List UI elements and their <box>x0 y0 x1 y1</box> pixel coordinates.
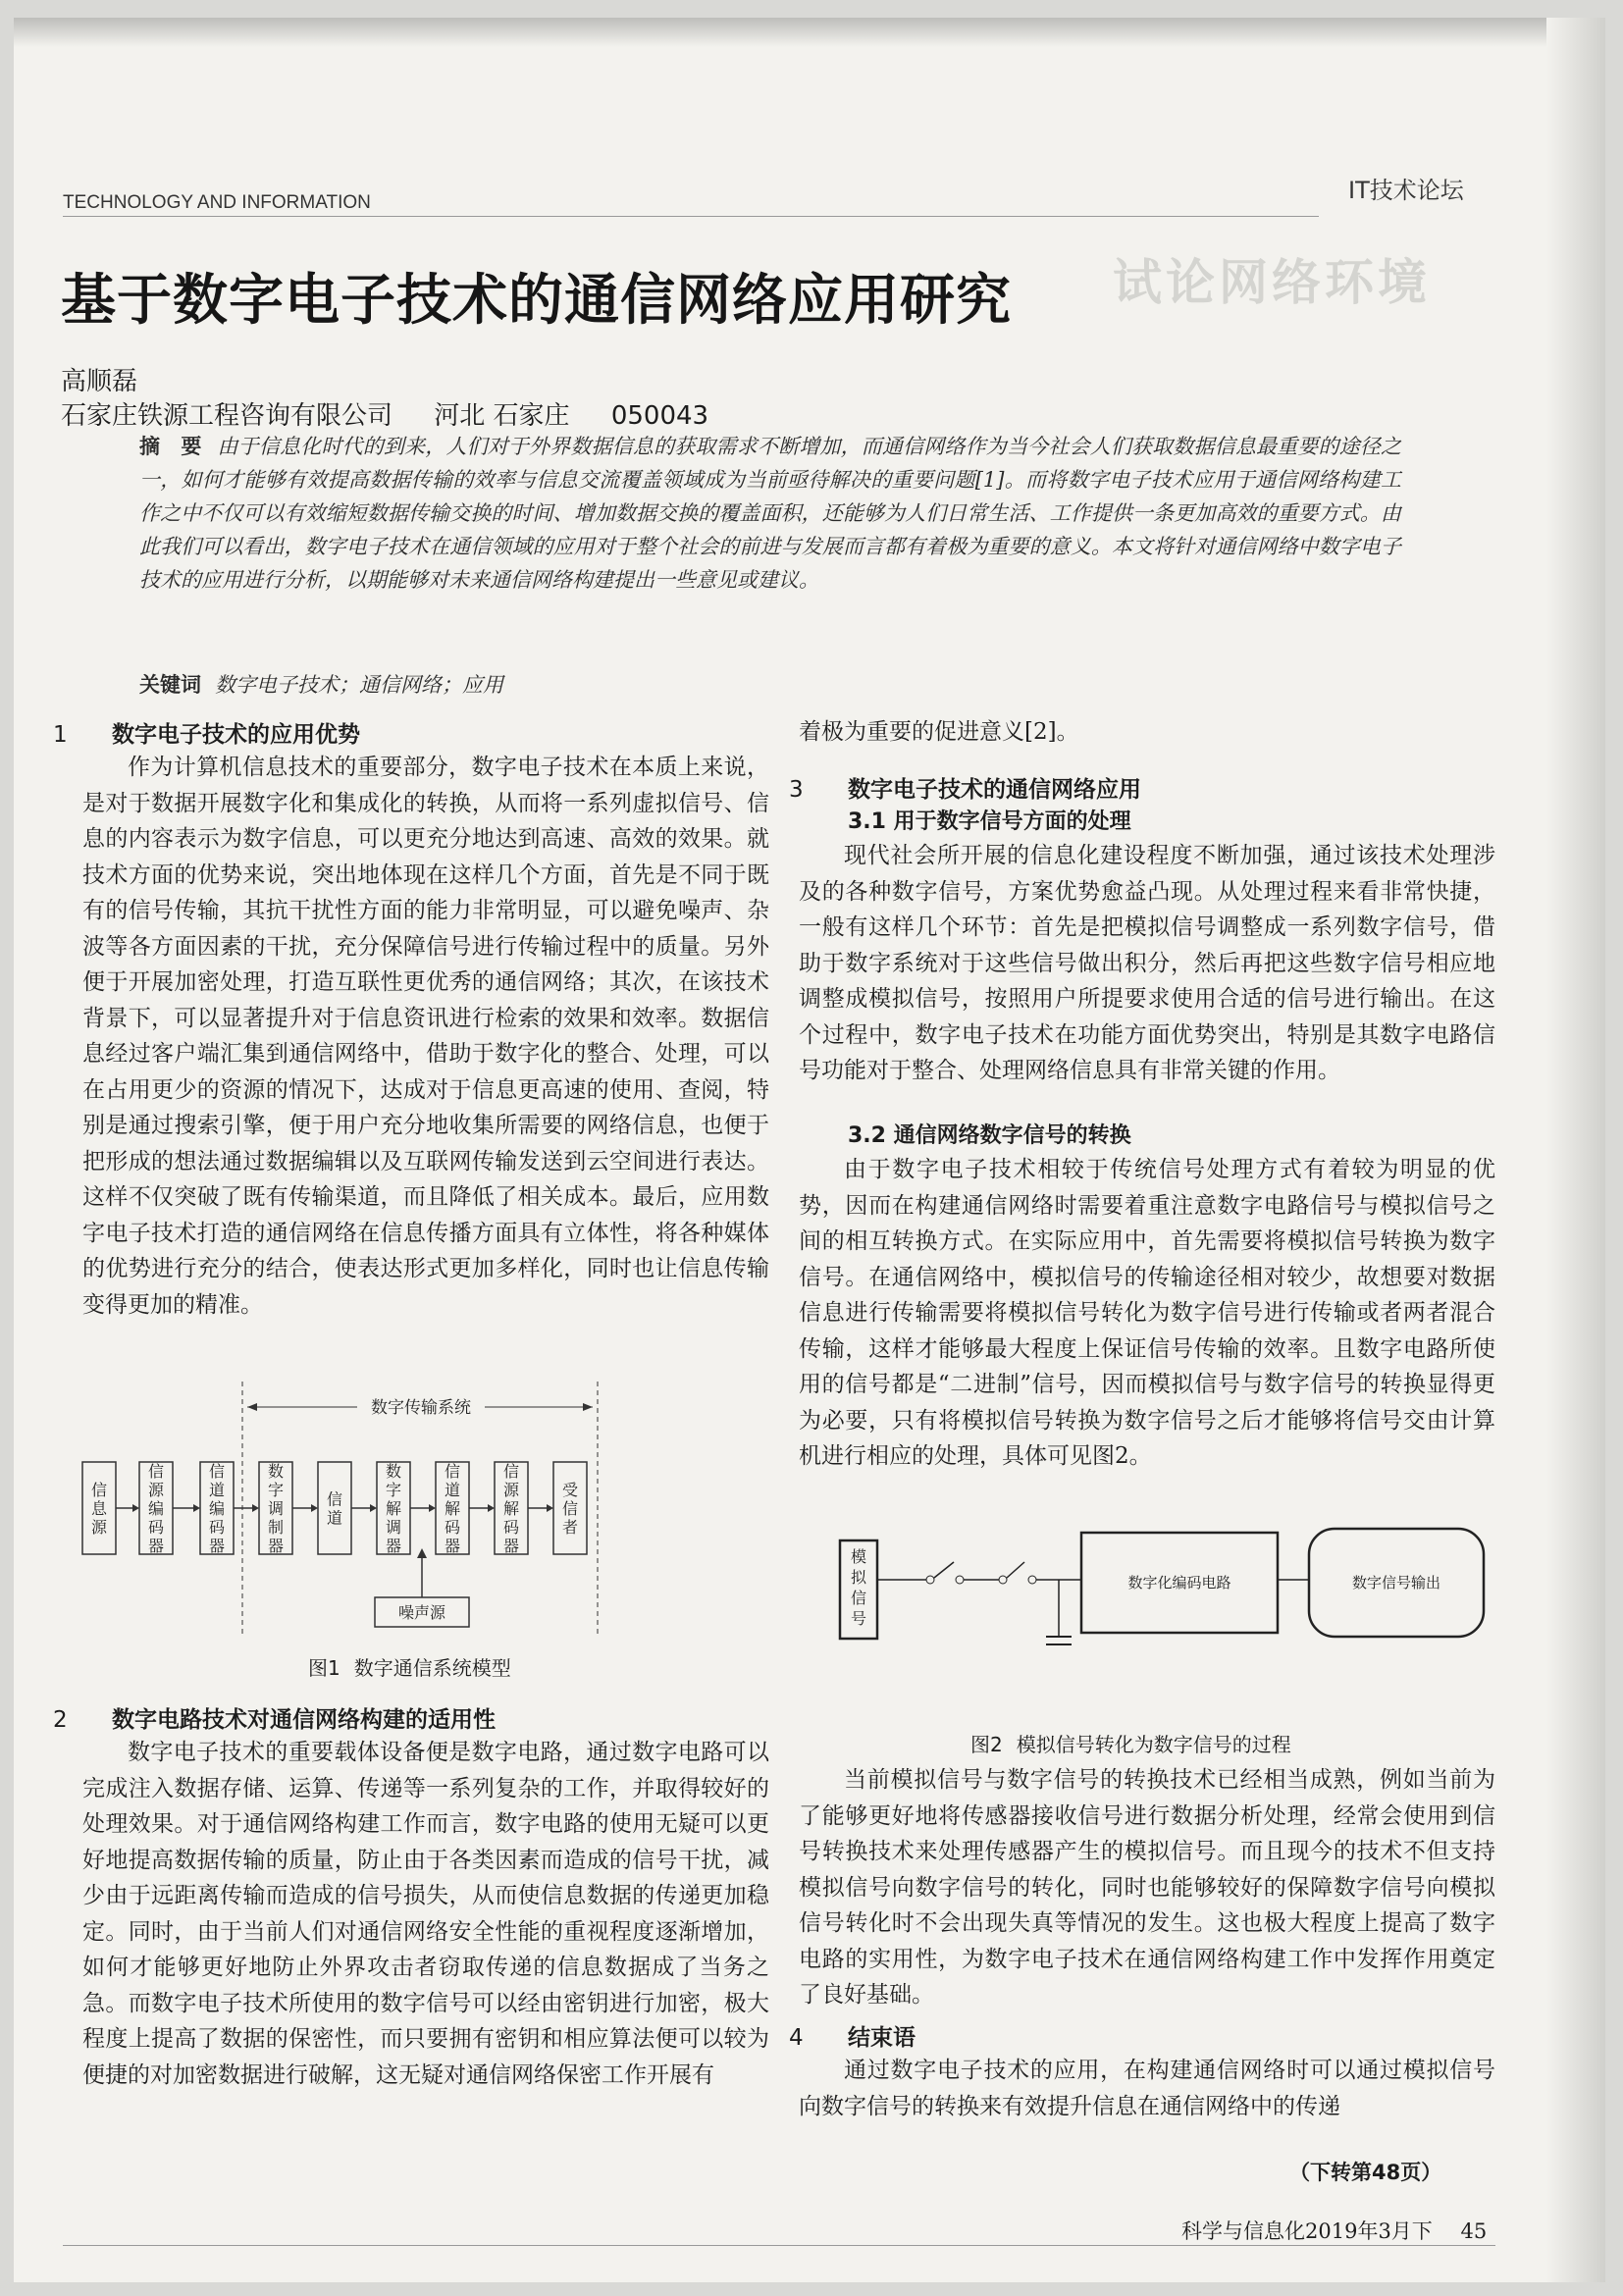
fig1-block-label: 器 <box>385 1537 402 1555</box>
page-number: 45 <box>1460 2219 1488 2243</box>
affiliation-org: 石家庄铁源工程咨询有限公司 <box>61 401 393 431</box>
author: 高顺磊 <box>61 367 138 396</box>
header-rule <box>63 216 1319 217</box>
fig1-block-label: 信 <box>208 1462 226 1481</box>
fig1-block-label: 码 <box>502 1518 520 1537</box>
section-2-paragraph: 数字电子技术的重要载体设备便是数字电路，通过数字电路可以完成注入数据存储、运算、传递等一系列复杂的工作，并取得较好的处理效果。对于通信网络构建工作而言，数字电路的使用无疑可以更好地提高数据传输的质量，防止由于各类因素而造成的信号干扰，减少由于远距离传输而造成的信号损失，从而使信息数据的传递更加稳定。同时，由于当前人们对通信网络安全性能的重视程度逐渐增加，如何才能够更好地防止外界攻击者窃取传递的信息数据成了当务之急。而数字电子技术所使用的数字信号可以经由密钥进行加密，极大程度上提高了数据的保密性，而只要拥有密钥和相应算法便可以较为便捷的对加密数据进行破解，这无疑对通信网络保密工作开展有 <box>82 1740 769 2088</box>
arrow-right-icon <box>252 1504 259 1512</box>
abstract <box>139 430 1401 597</box>
switch-icon <box>934 1562 954 1578</box>
fig1-block-label: 信 <box>90 1481 108 1499</box>
keywords-text: 数字电子技术；通信网络；应用 <box>215 673 503 697</box>
section-1-body <box>82 750 769 1323</box>
fig2-input-char: 信 <box>850 1589 867 1607</box>
section-3-2-body: 由于数字电子技术相较于传统信号处理方式有着较为明显的优势，因而在构建通信网络时需要着重注意数字电路信号与模拟信号之间的相互转换方式。在实际应用中，首先需要将模拟信号转换为数字信号。在通信网络中，模拟信号的传输途径相对较少，故想要对数据信息进行传输需要将模拟信号转化为数字信号进行传输或者两者混合传输，这样才能够最大程度上保证信号传输的效率。且数字电路所使用的信号都是“二进制”信号，因而模拟信号与数字信号的转换显得更为必要，只有将模拟信号转换为数字信号之后才能够将信号交由计算机进行相应的处理，具体可见图2。 <box>799 1157 1495 1469</box>
fig1-block-label: 编 <box>147 1499 165 1518</box>
footer-rule <box>63 2245 1495 2246</box>
section-1-paragraph: 作为计算机信息技术的重要部分，数字电子技术在本质上来说，是对于数据开展数字化和集成化的转换，从而将一系列虚拟信号、信息的内容表示为数字信息，可以更充分地达到高速、高效的效果。就技术方面的优势来说，突出地体现在这样几个方面，首先是不同于既有的信号传输，其抗干扰性方面的能力非常明显，可以避免噪声、杂波等各方面因素的干扰，充分保障信号进行传输过程中的质量。另外便于开展加密处理，打造互联性更优秀的通信网络；其次，在该技术背景下，可以显著提升对于信息资讯进行检索的效果和效率。数据信息经过客户端汇集到通信网络中，借助于数字化的整合、处理，可以在占用更少的资源的情况下，达成对于信息更高速的使用、查阅，特别是通过搜索引擎，便于用户充分地收集所需要的网络信息，也便于把形成的想法通过数据编辑以及互联网传输发送到云空间进行表达。这样不仅突破了既有传输渠道，而且降低了相关成本。最后，应用数字电子技术打造的通信网络在信息传播方面具有立体性，将各种媒体的优势进行充分的结合，使表达形式更加多样化，同时也让信息传输变得更加的精准。 <box>82 755 769 1318</box>
journal-issue: 科学与信息化2019年3月下 <box>1181 2219 1433 2243</box>
switch-icon <box>1007 1562 1024 1578</box>
fig2-output-label: 数字信号输出 <box>1351 1574 1441 1592</box>
section-2-heading: 2 数字电路技术对通信网络构建的适用性 <box>53 1707 496 1733</box>
fig2-switch-node-4 <box>1028 1576 1036 1584</box>
figure-2-caption: 图2 模拟信号转化为数字信号的过程 <box>970 1733 1291 1756</box>
section-3-2-body-continued: 当前模拟信号与数字信号的转换技术已经相当成熟，例如当前为了能够更好地将传感器接收信号进行数据分析处理，经常会使用到信号转换技术来处理传感器产生的模拟信号。而且现今的技术不但支持模拟信号向数字信号的转化，同时也能够较好的保障数字信号向模拟信号转化时不会出现失真等情况的发生。这也极大程度上提高了数字电路的实用性，为数字电子技术在通信网络构建工作中发挥作用奠定了良好基础。 <box>799 1767 1495 2008</box>
section-2-body <box>82 1735 769 2093</box>
running-header-right: IT技术论坛 <box>1348 177 1464 204</box>
arrow-right-icon <box>488 1504 495 1512</box>
fig1-block-label: 信 <box>561 1499 579 1518</box>
fig1-block-label: 解 <box>444 1499 461 1518</box>
arrow-right-icon <box>132 1504 139 1512</box>
article-title: 基于数字电子技术的通信网络应用研究 <box>61 268 1012 333</box>
fig1-block-label: 器 <box>147 1537 165 1555</box>
fig1-block-label: 数 <box>267 1462 285 1481</box>
keywords <box>139 669 503 699</box>
fig1-block-label: 解 <box>385 1499 402 1518</box>
fig1-block-label: 道 <box>444 1481 461 1499</box>
fig1-block-label: 解 <box>502 1499 520 1518</box>
fig1-blocks <box>82 1462 587 1555</box>
abstract-text: 由于信息化时代的到来，人们对于外界数据信息的获取需求不断增加，而通信网络作为当今社会人们获取数据信息最重要的途径之一，如何才能够有效提高数据传输的效率与信息交流覆盖领域成为当前亟待解决的重要问题[1]。而将数字电子技术应用于通信网络构建工作之中不仅可以有效缩短数据传输交换的时间、增加数据交换的覆盖面积，还能够为人们日常生活、工作提供一条更加高效的重要方式。由此我们可以看出，数字电子技术在通信领域的应用对于整个社会的前进与发展而言都有着极为重要的意义。本文将针对通信网络中数字电子技术的应用进行分析，以期能够对未来通信网络构建提出一些意见或建议。 <box>139 435 1402 592</box>
page-footer <box>1181 2216 1487 2245</box>
fig2-input-char: 号 <box>850 1609 867 1628</box>
fig1-block-label: 码 <box>208 1518 226 1537</box>
section-3-1-heading: 3.1 用于数字信号方面的处理 <box>848 809 1131 834</box>
scan-shadow-top <box>14 18 1605 47</box>
section-3-2-heading: 3.2 通信网络数字信号的转换 <box>848 1123 1131 1148</box>
bleed-through-title: 试论网络环境 <box>1113 254 1431 311</box>
fig1-block-label: 调 <box>385 1518 402 1537</box>
fig1-block-label: 信 <box>502 1462 520 1481</box>
section-4-heading: 4 结束语 <box>789 2025 916 2051</box>
fig1-block-label: 道 <box>326 1508 343 1528</box>
fig2-input-label <box>851 1547 867 1628</box>
fig1-block-label: 受 <box>561 1481 579 1499</box>
fig1-block-label: 数 <box>385 1462 402 1481</box>
fig2-encoder-label: 数字化编码电路 <box>1127 1574 1231 1592</box>
fig1-block-label: 器 <box>208 1537 226 1555</box>
fig1-block-label: 调 <box>267 1499 285 1518</box>
fig1-block-label: 源 <box>90 1518 108 1537</box>
section-3-heading: 3 数字电子技术的通信网络应用 <box>789 777 1141 803</box>
keywords-label: 关键词 <box>139 673 201 697</box>
fig1-block-label: 编 <box>208 1499 226 1518</box>
figure-1-caption: 图1 数字通信系统模型 <box>308 1656 511 1680</box>
fig1-noise-label: 噪声源 <box>397 1603 446 1622</box>
fig1-block-label: 道 <box>208 1481 226 1499</box>
affiliation-postcode: 050043 <box>610 401 709 431</box>
section-4-body: 通过数字电子技术的应用，在构建通信网络时可以通过模拟信号向数字信号的转换来有效提升信息在通信网络中的传递 <box>799 2058 1495 2119</box>
abstract-label: 摘 要 <box>139 435 202 458</box>
fig2-input-char: 模 <box>850 1547 867 1566</box>
arrow-right-icon <box>547 1504 553 1512</box>
fig1-block-label: 器 <box>502 1537 520 1555</box>
page <box>14 18 1605 2282</box>
section-3-1-body: 现代社会所开展的信息化建设程度不断加强，通过该技术处理涉及的各种数字信号，方案优势愈益凸现。从处理过程来看非常快捷，一般有这样几个环节：首先是把模拟信号调整成一系列数字信号，借助于数字系统对于这些信号做出积分，然后再把这些数字信号相应地调整成模拟信号，按照用户所提要求使用合适的信号进行输出。在这个过程中，数字电子技术在功能方面优势突出，特别是其数字电路信号功能对于整合、处理网络信息具有非常关键的作用。 <box>799 843 1495 1083</box>
fig1-block-label: 制 <box>267 1518 285 1537</box>
fig1-block-label: 源 <box>147 1481 165 1499</box>
affiliation-location: 河北 石家庄 <box>434 401 570 431</box>
section-1-heading: 1 数字电子技术的应用优势 <box>53 722 360 748</box>
fig2-input-char: 拟 <box>850 1568 867 1587</box>
fig1-block-label: 信 <box>326 1489 343 1509</box>
fig1-block-label: 器 <box>267 1537 285 1555</box>
fig2-switch-node-3 <box>999 1576 1007 1584</box>
arrow-right-icon <box>583 1403 593 1411</box>
figure-1-diagram <box>73 1376 769 1641</box>
fig1-block-label: 码 <box>444 1518 461 1537</box>
fig1-block-label: 信 <box>444 1462 461 1481</box>
fig1-block-label: 息 <box>90 1499 108 1518</box>
arrow-left-icon <box>247 1403 257 1411</box>
fig1-block-label: 器 <box>444 1537 461 1555</box>
scan-shadow-right <box>1546 18 1605 2282</box>
fig1-system-label: 数字传输系统 <box>371 1398 471 1418</box>
arrow-right-icon <box>311 1504 318 1512</box>
fig2-switch-node-2 <box>956 1576 964 1584</box>
fig1-block-label: 字 <box>385 1481 402 1499</box>
arrow-up-icon <box>417 1548 427 1558</box>
affiliation <box>61 395 742 432</box>
fig1-block-label: 码 <box>147 1518 165 1537</box>
arrow-right-icon <box>193 1504 200 1512</box>
arrow-right-icon <box>370 1504 377 1512</box>
arrow-right-icon <box>429 1504 436 1512</box>
fig1-block-label: 信 <box>147 1462 165 1481</box>
figure-2-diagram <box>828 1519 1495 1696</box>
section-2-continuation: 着极为重要的促进意义[2]。 <box>799 719 1079 745</box>
fig2-switch-node-1 <box>926 1576 934 1584</box>
continued-note: （下转第48页） <box>1289 2161 1442 2184</box>
fig1-block-label: 字 <box>267 1481 285 1499</box>
fig1-block-label: 者 <box>561 1518 579 1537</box>
fig1-block-label: 源 <box>502 1481 520 1499</box>
running-header-left: TECHNOLOGY AND INFORMATION <box>63 192 371 213</box>
